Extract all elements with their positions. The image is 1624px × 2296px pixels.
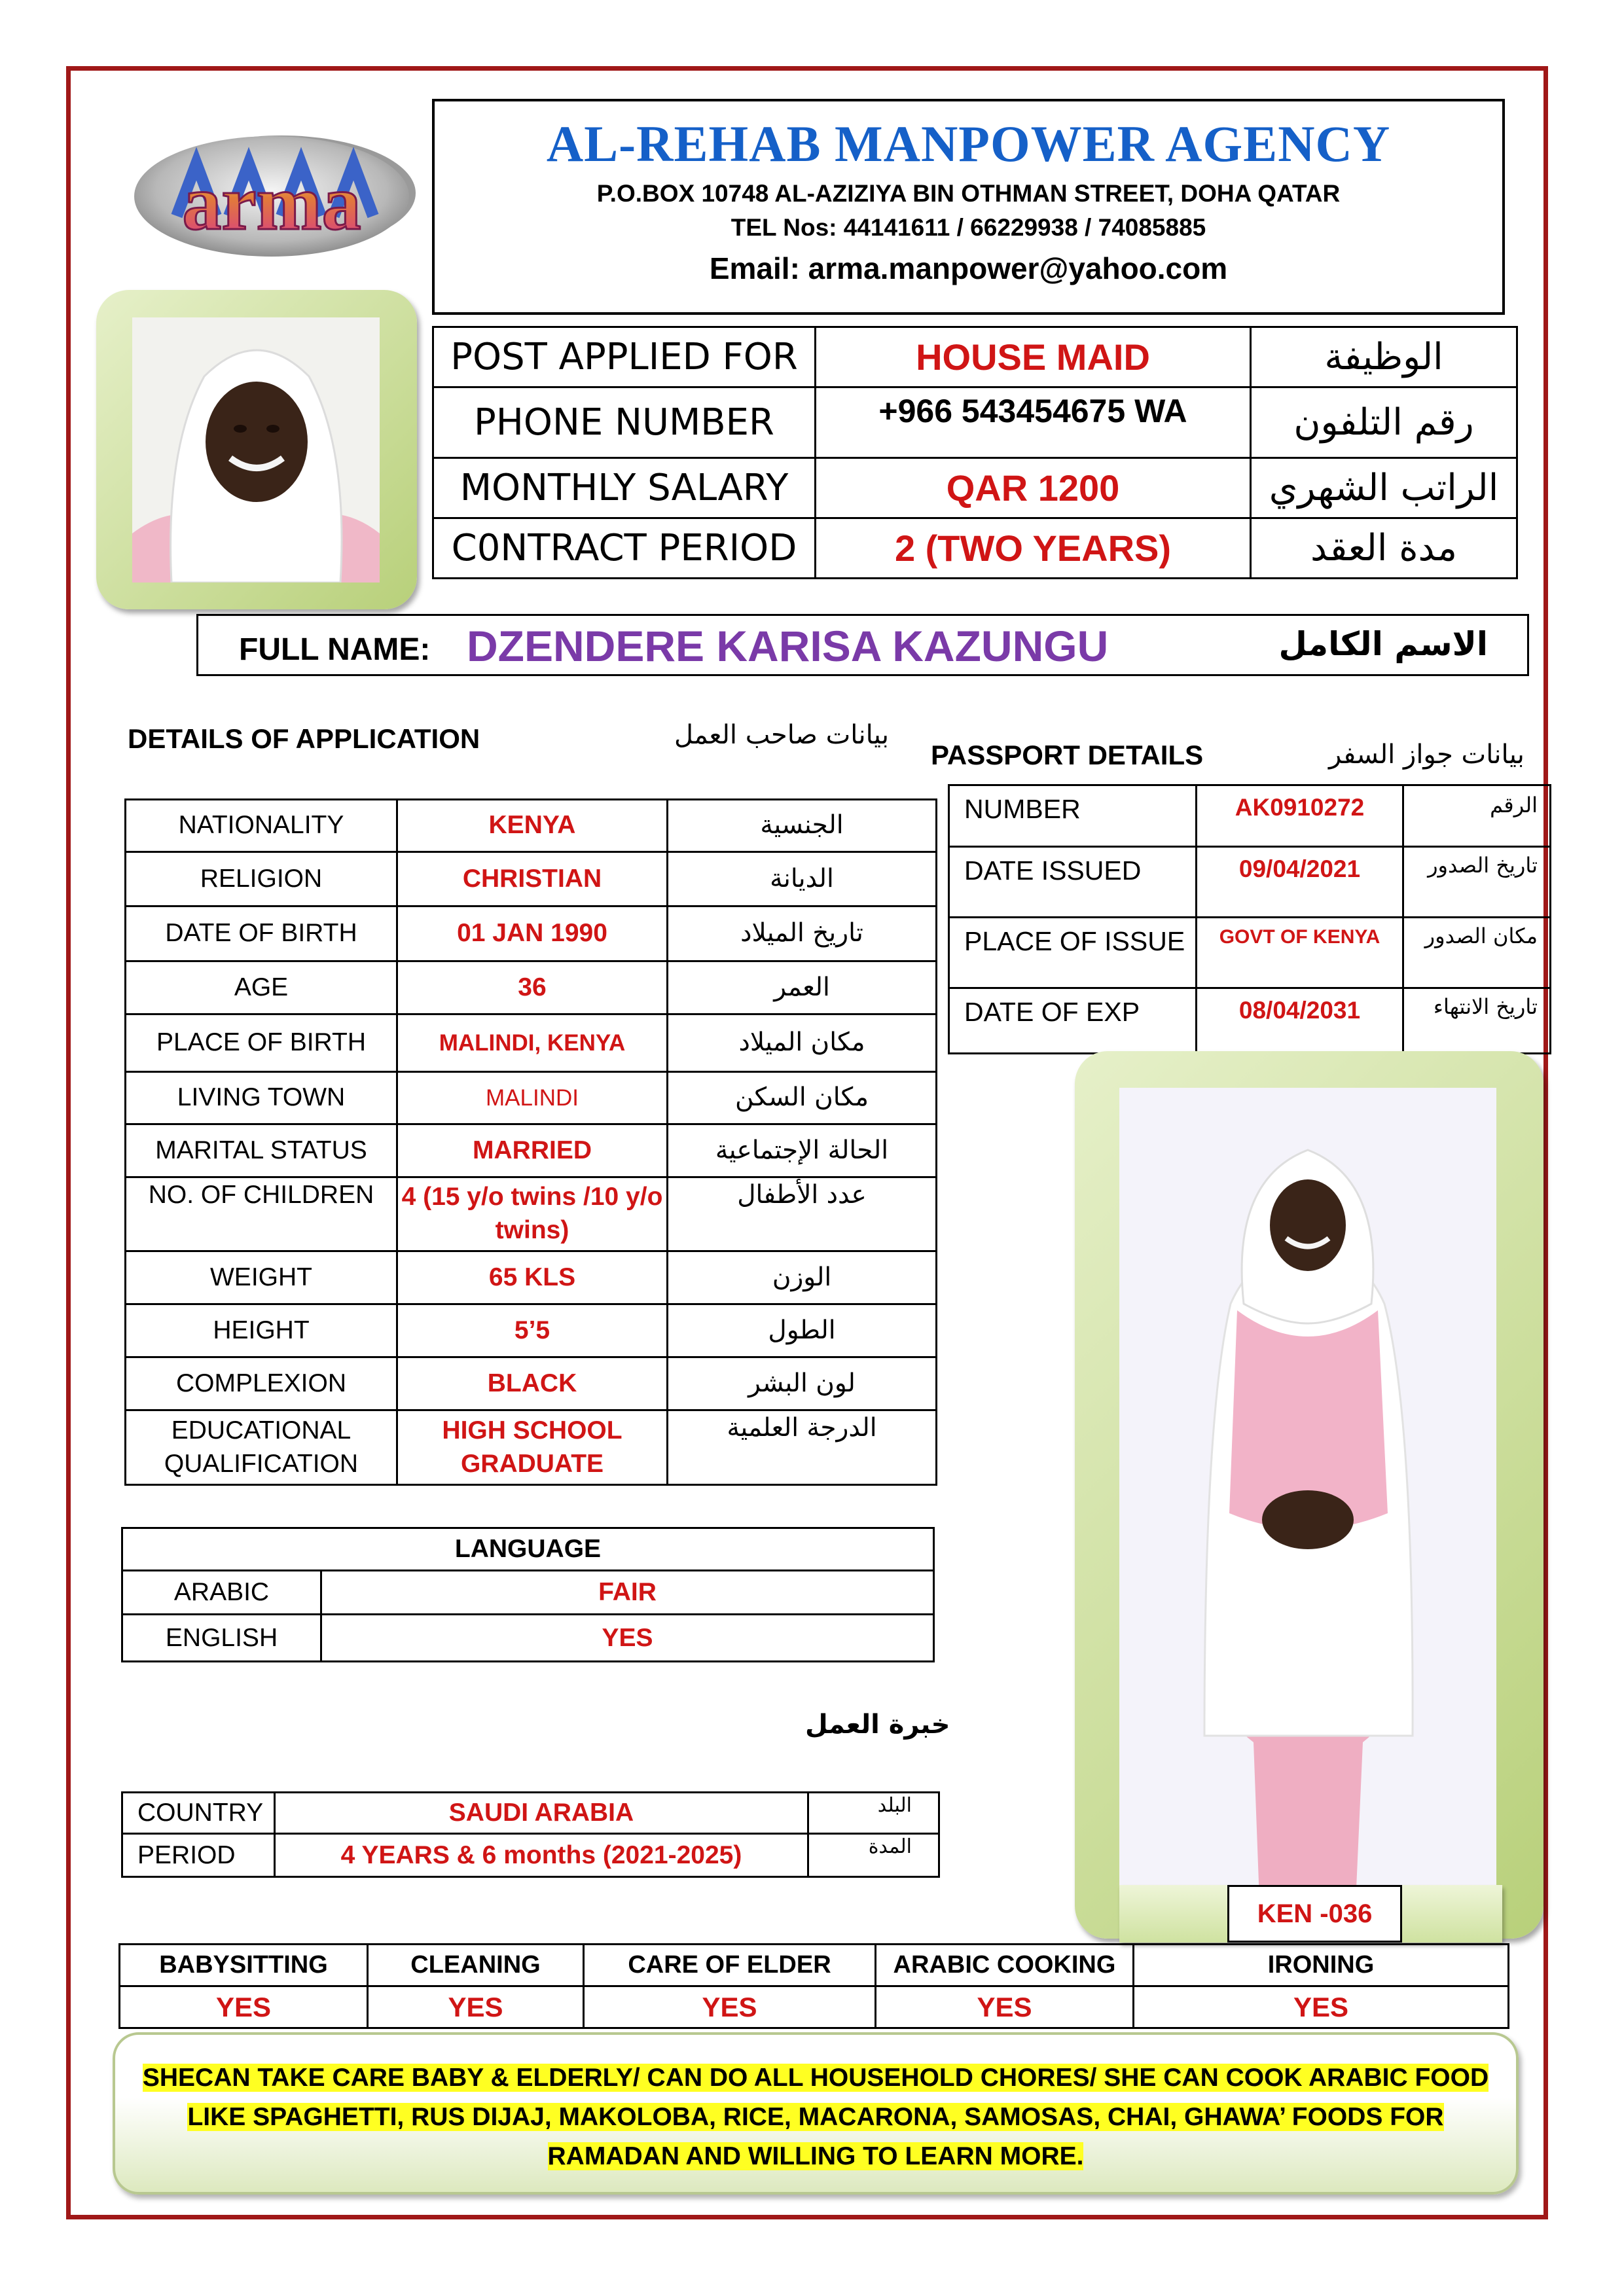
detail-arabic: عدد الأطفال (668, 1177, 937, 1251)
detail-label: COMPLEXION (126, 1357, 397, 1410)
remarks-line: RAMADAN AND WILLING TO LEARN MORE. (547, 2142, 1084, 2170)
agency-header (432, 99, 1505, 315)
table-row (120, 1986, 1509, 2028)
table-row (126, 1072, 937, 1124)
passport-arabic: مكان الصدور (1403, 918, 1551, 988)
skill-value: YES (120, 1986, 368, 2028)
detail-label: HEIGHT (126, 1304, 397, 1357)
table-row (126, 1304, 937, 1357)
post-value: HOUSE MAID (816, 327, 1251, 387)
detail-label: MARITAL STATUS (126, 1124, 397, 1177)
passport-table (948, 784, 1551, 1054)
detail-arabic: الطول (668, 1304, 937, 1357)
reference-code: KEN -036 (1227, 1885, 1402, 1943)
detail-value: 36 (397, 961, 668, 1014)
table-row (126, 961, 937, 1014)
full-name-box (196, 614, 1529, 676)
table-row (126, 1014, 937, 1072)
detail-value: MALINDI, KENYA (397, 1014, 668, 1072)
language-title: LANGUAGE (122, 1528, 934, 1571)
language-label: ENGLISH (122, 1615, 321, 1662)
full-name-label: FULL NAME: (239, 632, 431, 667)
passport-title: PASSPORT DETAILS (931, 740, 1204, 770)
phone-arabic: رقم التلفون (1251, 387, 1517, 458)
skill-label: CLEANING (368, 1945, 584, 1986)
skill-label: BABYSITTING (120, 1945, 368, 1986)
skill-label: CARE OF ELDER (584, 1945, 876, 1986)
work-title-arabic: خبرة العمل (805, 1710, 950, 1740)
passport-value: AK0910272 (1197, 785, 1403, 847)
contract-value: 2 (TWO YEARS) (816, 518, 1251, 579)
skill-value: YES (368, 1986, 584, 2028)
table-row (126, 1251, 937, 1304)
detail-arabic: الدرجة العلمية (668, 1410, 937, 1485)
table-row (122, 1528, 934, 1571)
table-row (433, 458, 1517, 518)
detail-value: MARRIED (397, 1124, 668, 1177)
skill-label: IRONING (1134, 1945, 1509, 1986)
detail-label: PLACE OF BIRTH (126, 1014, 397, 1072)
table-row (122, 1834, 939, 1877)
remarks-box (113, 2032, 1519, 2195)
work-label: PERIOD (122, 1834, 275, 1877)
contract-label: C0NTRACT PERIOD (433, 518, 816, 579)
detail-value: 01 JAN 1990 (397, 906, 668, 961)
post-table (432, 326, 1518, 579)
post-arabic: الوظيفة (1251, 327, 1517, 387)
remarks-line: SHECAN TAKE CARE BABY & ELDERLY/ CAN DO ALL HOUSEHOLD CHORES/ SHE CAN COOK ARABIC FOOD (142, 2064, 1489, 2092)
detail-value: 5’5 (397, 1304, 668, 1357)
detail-value: 4 (15 y/o twins /10 y/o twins) (397, 1177, 668, 1251)
table-row (122, 1793, 939, 1834)
detail-label: AGE (126, 961, 397, 1014)
details-table (124, 798, 937, 1486)
agency-tel: TEL Nos: 44141611 / 66229938 / 74085885 (731, 214, 1206, 241)
work-label: COUNTRY (122, 1793, 275, 1834)
detail-label: EDUCATIONAL QUALIFICATION (126, 1410, 397, 1485)
language-table (121, 1527, 935, 1662)
detail-arabic: الوزن (668, 1251, 937, 1304)
detail-label: NATIONALITY (126, 800, 397, 852)
passport-value: 08/04/2031 (1197, 988, 1403, 1054)
code-tag (1119, 1885, 1502, 1943)
table-row (126, 1410, 937, 1485)
detail-label: DATE OF BIRTH (126, 906, 397, 961)
skill-value: YES (584, 1986, 876, 2028)
details-title: DETAILS OF APPLICATION (128, 723, 480, 754)
detail-value: 65 KLS (397, 1251, 668, 1304)
passport-title-arabic: بيانات جواز السفر (1329, 740, 1525, 770)
salary-arabic: الراتب الشهري (1251, 458, 1517, 518)
detail-arabic: مكان الميلاد (668, 1014, 937, 1072)
table-row (433, 518, 1517, 579)
agency-email: Email: arma.manpower@yahoo.com (709, 251, 1228, 285)
body-photo (1119, 1088, 1496, 1918)
post-label: POST APPLIED FOR (433, 327, 816, 387)
passport-label: NUMBER (949, 785, 1197, 847)
table-row (949, 785, 1551, 847)
passport-value: 09/04/2021 (1197, 847, 1403, 918)
agency-logo (118, 124, 432, 281)
work-value: SAUDI ARABIA (275, 1793, 808, 1834)
table-row (949, 918, 1551, 988)
detail-arabic: تاريخ الميلاد (668, 906, 937, 961)
table-row (122, 1615, 934, 1662)
detail-value: CHRISTIAN (397, 852, 668, 906)
table-row (120, 1945, 1509, 1986)
passport-arabic: الرقم (1403, 785, 1551, 847)
language-value: FAIR (321, 1571, 934, 1615)
language-label: ARABIC (122, 1571, 321, 1615)
detail-value: KENYA (397, 800, 668, 852)
agency-address: P.O.BOX 10748 AL-AZIZIYA BIN OTHMAN STREET, DOHA QATAR (596, 180, 1341, 207)
logo-text: arma (182, 159, 361, 246)
table-row (433, 387, 1517, 458)
passport-value: GOVT OF KENYA (1197, 918, 1403, 988)
detail-arabic: الديانة (668, 852, 937, 906)
detail-arabic: مكان السكن (668, 1072, 937, 1124)
work-arabic: المدة (808, 1834, 939, 1877)
skill-value: YES (876, 1986, 1134, 2028)
language-value: YES (321, 1615, 934, 1662)
skills-table (118, 1943, 1509, 2029)
detail-value: BLACK (397, 1357, 668, 1410)
detail-label: NO. OF CHILDREN (126, 1177, 397, 1251)
face-photo (132, 317, 380, 583)
table-row (126, 906, 937, 961)
detail-label: RELIGION (126, 852, 397, 906)
agency-name: AL-REHAB MANPOWER AGENCY (546, 115, 1391, 172)
contract-arabic: مدة العقد (1251, 518, 1517, 579)
passport-label: PLACE OF ISSUE (949, 918, 1197, 988)
details-title-arabic: بيانات صاحب العمل (674, 720, 889, 750)
skill-label: ARABIC COOKING (876, 1945, 1134, 1986)
work-arabic: البلد (808, 1793, 939, 1834)
detail-value: MALINDI (397, 1072, 668, 1124)
detail-arabic: العمر (668, 961, 937, 1014)
detail-label: WEIGHT (126, 1251, 397, 1304)
table-row (126, 1177, 937, 1251)
passport-label: DATE OF EXP (949, 988, 1197, 1054)
table-row (126, 1357, 937, 1410)
table-row (126, 800, 937, 852)
passport-arabic: تاريخ الصدور (1403, 847, 1551, 918)
face-photo-frame (96, 290, 417, 609)
work-table (121, 1791, 940, 1878)
table-row (949, 847, 1551, 918)
detail-arabic: الجنسية (668, 800, 937, 852)
skill-value: YES (1134, 1986, 1509, 2028)
table-row (433, 327, 1517, 387)
passport-arabic: تاريخ الانتهاء (1403, 988, 1551, 1054)
full-name-value: DZENDERE KARISA KAZUNGU (467, 622, 1109, 670)
phone-label: PHONE NUMBER (433, 387, 816, 458)
salary-value: QAR 1200 (816, 458, 1251, 518)
passport-label: DATE ISSUED (949, 847, 1197, 918)
detail-arabic: لون البشر (668, 1357, 937, 1410)
table-row (949, 988, 1551, 1054)
detail-value: HIGH SCHOOL GRADUATE (397, 1410, 668, 1485)
remarks-line: LIKE SPAGHETTI, RUS DIJAJ, MAKOLOBA, RICE, MACARONA, SAMOSAS, CHAI, GHAWA’ FOODS FOR (187, 2103, 1444, 2131)
detail-arabic: الحالة الإجتماعية (668, 1124, 937, 1177)
detail-label: LIVING TOWN (126, 1072, 397, 1124)
work-value: 4 YEARS & 6 months (2021-2025) (275, 1834, 808, 1877)
full-name-arabic: الاسم الكامل (1278, 625, 1488, 663)
salary-label: MONTHLY SALARY (433, 458, 816, 518)
table-row (122, 1571, 934, 1615)
table-row (126, 852, 937, 906)
phone-value: +966 543454675 WA (816, 387, 1251, 458)
body-photo-frame (1075, 1051, 1543, 1939)
table-row (126, 1124, 937, 1177)
